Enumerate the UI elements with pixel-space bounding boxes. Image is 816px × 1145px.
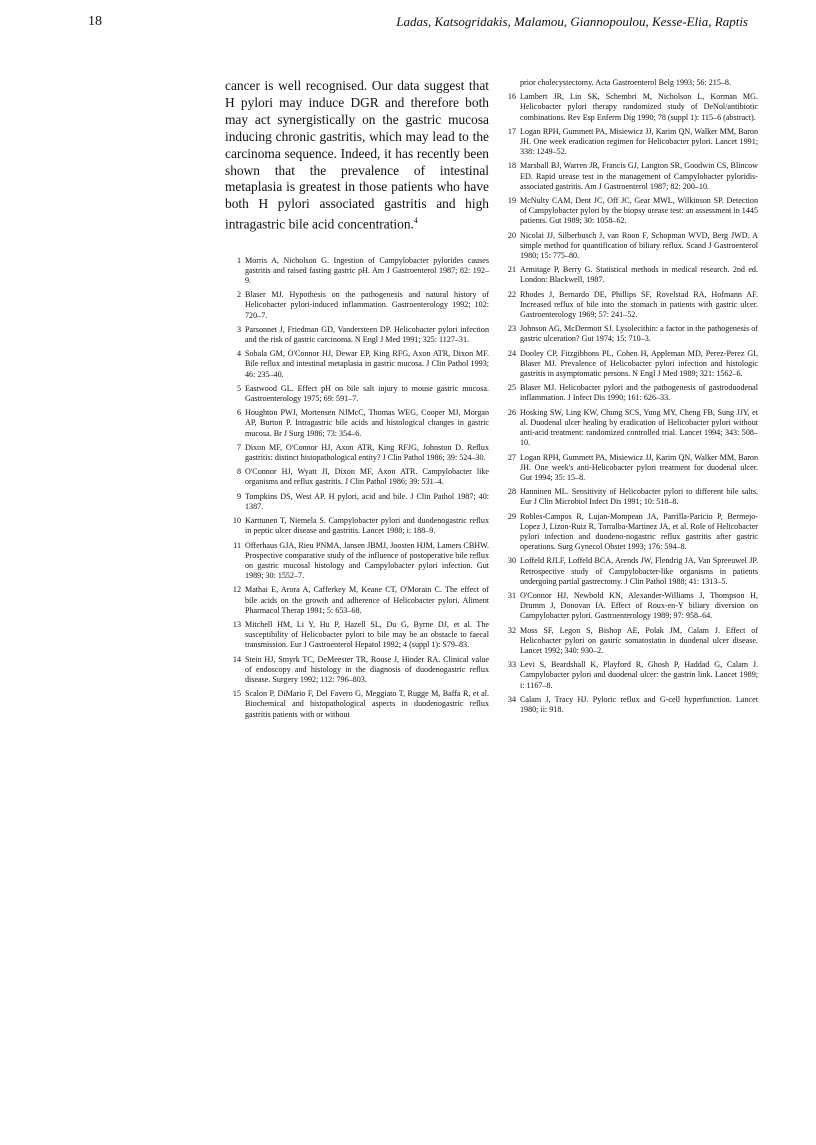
- reference-number: 7: [236, 442, 241, 452]
- reference-text: Mathai E, Arora A, Cafferkey M, Keane CT, O'Morain C. The effect of bile acids on the growth and adherence of Helicobacter pylori. Aliment Pharmacol Therap 1991; 5: 653–68.: [245, 585, 489, 615]
- reference-item: [500, 556, 758, 587]
- reference-number: 31: [507, 590, 516, 600]
- reference-text: Loffeld RJLF, Loffeld BCA, Arends JW, Flendrig JA, Van Spreeuwel JP. Retrospective study of Campylobacter-like organisms in patients undergoing partial gastrectomy. J Clin Pathol 1988; 41: 1313–5.: [520, 556, 758, 586]
- reference-item: [225, 467, 489, 487]
- reference-number: 16: [507, 92, 516, 102]
- reference-number: 4: [236, 349, 241, 359]
- citation-superscript: 4: [413, 216, 418, 226]
- reference-text: Houghton PWJ, Mortensen NJMcC, Thomas WEG, Cooper MJ, Morgan AP, Burton P. Intragastric bile acids and histological changes in gastric mucosa. Br J Surg 1986; 73: 354–6.: [245, 408, 489, 438]
- reference-item: [225, 443, 489, 463]
- page-number: 18: [88, 14, 102, 29]
- reference-item: [225, 541, 489, 582]
- reference-text: O'Connor HJ, Newbold KN, Alexander-Williams J, Thompson H, Drumm J, Donovan IA. Effect of Roux-en-Y biliary diversion on Campylobacter pylori. Gastroenterology 1989; 97: 958–64.: [520, 590, 758, 621]
- reference-text: Dixon MF, O'Connor HJ, Axon ATR, King RFJG, Johnston D. Reflux gastritis: distinct histopathological entity? J Clin Pathol 1986; 39: 524–30.: [245, 442, 489, 463]
- reference-text: Logan RPH, Gummett PA, Misiewicz JJ, Karim QN, Walker MM, Baron JH. One week eradication regimen for Helicobacter pylori. Lancet 1991; 338: 1249–52.: [520, 126, 758, 157]
- body-paragraph: [225, 78, 489, 234]
- reference-item: [225, 492, 489, 512]
- reference-text: Karttunen T, Niemela S. Campylobacter pylori and duodenogastric reflux in peptic ulcer disease and gastritis. Lancet 1988; i: 188–9.: [245, 516, 489, 536]
- page-header: [88, 14, 748, 36]
- reference-continuation: prior cholecystectomy. Acta Gastroenterol Belg 1993; 56: 215–8.: [520, 78, 731, 87]
- reference-text: Blaser MJ. Hypothesis on the pathogenesis and natural history of Helicobacter pylori-induced inflammation. Gastroenterology 1992; 102: 720–7.: [245, 290, 489, 320]
- reference-item: [225, 349, 489, 380]
- reference-item: [225, 290, 489, 321]
- reference-number: 30: [507, 556, 516, 566]
- reference-text: Logan RPH, Gummett PA, Misiewicz JJ, Karim QN, Walker MM, Baron JH. One week's anti-Helicobacter pylori treatment for duodenal ulcer. Gut 1994; 35: 15–8.: [520, 452, 758, 482]
- reference-text: Offerhaus GJA, Rieu PNMA, Jansen JBMJ, Joosten HJM, Lamers CBHW. Prospective comparative study of the influence of postoperative bile reflux on gastric mucosal histology and Campylobacter pylori infection. Gut 1989; 30: 1552–7.: [245, 540, 489, 581]
- running-head: Ladas, Katsogridakis, Malamou, Giannopoulou, Kesse-Elia, Raptis: [396, 14, 748, 29]
- reference-text: Moss SF, Legon S, Bishop AE, Polak JM, Calam J. Effect of Helicobacter pylori on gastric somatostatin in duodenal ulcer disease. Lancet 1992; 340: 930–2.: [520, 625, 758, 655]
- reference-text: Calam J, Tracy HJ. Pyloric reflux and G-cell hyperfunction. Lancet 1980; ii: 918.: [520, 694, 758, 714]
- reference-list-left: [225, 256, 489, 720]
- reference-text: Nicolai JJ, Silberbusch J, van Roon F, Schopman WVD, Berg JWD. A simple method for quantification of biliary reflux. Scand J Gastroenterol 1980; 15: 775–80.: [520, 230, 758, 261]
- reference-number: 3: [236, 324, 241, 334]
- reference-item: [225, 516, 489, 536]
- reference-item: [500, 127, 758, 158]
- reference-number: 2: [236, 290, 241, 300]
- reference-number: 23: [507, 324, 516, 334]
- reference-number: 25: [507, 383, 516, 393]
- reference-text: Rhodes J, Bernardo DE, Phillips SF, Rovelstad RA, Hofmann AF. Increased reflux of bile into the stomach in patients with gastric ulcer. Gastroenterology 1969; 57: 241–52.: [520, 289, 758, 320]
- reference-number: 32: [507, 625, 516, 635]
- reference-text: Parsonnet J, Friedman GD, Vandersteen DP. Helicobacter pylori infection and the risk of gastric carcinoma. N Engl J Med 1991; 325: 1127–31.: [245, 324, 489, 345]
- reference-item: [500, 196, 758, 227]
- reference-item: [500, 487, 758, 507]
- right-column: [500, 78, 758, 719]
- reference-number: 19: [507, 196, 516, 206]
- reference-item: [500, 512, 758, 553]
- reference-item: [225, 689, 489, 720]
- reference-text: Armitage P, Berry G. Statistical methods in medical research. 2nd ed. London: Blackwell, 1987.: [520, 265, 758, 285]
- reference-text: O'Connor HJ, Wyatt JI, Dixon MF, Axon ATR. Campylobacter like organisms and reflux gastritis. J Clin Pathol 1986; 39: 531–4.: [245, 467, 489, 487]
- reference-item: [500, 626, 758, 657]
- reference-number: 14: [232, 654, 241, 664]
- reference-number: 20: [507, 230, 516, 240]
- reference-text: Tompkins DS, West AP. H pylori, acid and bile. J Clin Pathol 1987; 40: 1387.: [245, 491, 489, 511]
- reference-text: Dooley CP, Fitzgibbons PL, Cohen H, Appleman MD, Perez-Perez GI, Blaser MJ. Prevalence of Helicobacter pylori infection and histologic gastritis in asymptomatic persons. N Engl J Med 1989; 321: 1562–6.: [520, 348, 758, 379]
- reference-text: Scalon P, DiMario F, Del Favero G, Meggiato T, Rugge M, Baffa R, et al. Biochemical and histopathological aspects in duodenogastric reflux gastritis patients with or without: [245, 689, 489, 719]
- reference-number: 33: [507, 660, 516, 670]
- reference-number: 8: [236, 467, 241, 477]
- reference-number: 22: [507, 289, 516, 299]
- reference-item: [500, 290, 758, 321]
- reference-item: [500, 161, 758, 192]
- reference-text: Blaser MJ. Helicobacter pylori and the pathogenesis of gastroduodenal inflammation. J Infect Dis 1990; 161: 626–33.: [520, 383, 758, 403]
- reference-number: 28: [507, 487, 516, 497]
- reference-text: Mitchell HM, Li Y, Hu P, Hazell SL, Du G, Byrne DJ, et al. The susceptibility of Helicobacter pylori to bile may be an obstacle to faecal transmission. Eur J Gastroenterol Hepatol 1992; 4 (suppl 1): S79–83.: [245, 619, 489, 650]
- reference-number: 11: [233, 540, 241, 550]
- reference-item: [225, 256, 489, 287]
- reference-text: Marshall BJ, Warren JR, Francis GJ, Langton SR, Goodwin CS, Blincow ED. Rapid urease test in the management of Campylobacter pyloridis-associated gastritis. Am J Gastroenterol 1987; 82: 200–10.: [520, 161, 758, 191]
- reference-text: Morris A, Nicholson G. Ingestion of Campylobacter pylorides causes gastritis and raised fasting gastric pH. Am J Gastroenterol 1987; 82: 192–9.: [245, 255, 489, 286]
- reference-item: [225, 384, 489, 404]
- reference-item: [500, 265, 758, 285]
- reference-item: [500, 92, 758, 123]
- reference-item: [225, 620, 489, 651]
- reference-text: Stein HJ, Smyrk TC, DeMeester TR, Rouse J, Hinder RA. Clinical value of endoscopy and histology in the diagnosis of duodenogastric reflux disease. Surgery 1992; 112: 796–803.: [245, 654, 489, 684]
- reference-text: Johnson AG, McDermott SJ. Lysolecithin: a factor in the pathogenesis of gastric ulceration? Gut 1974; 15: 710–3.: [520, 324, 758, 344]
- reference-number: 6: [236, 408, 241, 418]
- reference-item: [225, 325, 489, 345]
- reference-item: [500, 383, 758, 403]
- reference-item: [225, 408, 489, 439]
- reference-number: 21: [507, 265, 516, 275]
- reference-item: [500, 324, 758, 344]
- reference-number: 15: [232, 689, 241, 699]
- reference-item: [500, 695, 758, 715]
- reference-text: Hanninen ML. Sensitivity of Helicobacter pylori to different bile salts. Eur J Clin Microbiol Infect Dis 1991; 10: 518–8.: [520, 487, 758, 507]
- reference-number: 27: [507, 452, 516, 462]
- reference-number: 18: [507, 161, 516, 171]
- reference-text: Levi S, Beardshall K, Playford R, Ghosh P, Haddad G, Calam J. Campylobacter pylori and duodenal ulcer: the gastrin link. Lancet 1989; i: 1167–8.: [520, 660, 758, 690]
- reference-item: [500, 453, 758, 484]
- reference-list-right: [500, 92, 758, 715]
- reference-number: 24: [507, 348, 516, 358]
- reference-item: [500, 408, 758, 449]
- reference-number: 29: [507, 511, 516, 521]
- reference-number: 12: [232, 585, 241, 595]
- reference-item: [500, 660, 758, 691]
- reference-number: 17: [507, 126, 516, 136]
- reference-text: Robles-Campos R, Lujan-Mompean JA, Parrilla-Paricio P, Bermejo-Lopez J, Lizon-Ruiz R, Torralba-Martinez JA, et al. Role of Helicobacter pylori infection and duodeno-nogastric reflux gastritis after gastric operations. Surg Gynecol Obstet 1993; 176: 594–8.: [520, 511, 758, 552]
- reference-item: [225, 655, 489, 686]
- reference-number: 9: [236, 491, 241, 501]
- reference-number: 34: [507, 694, 516, 704]
- reference-number: 1: [236, 255, 241, 265]
- reference-number: 26: [507, 407, 516, 417]
- reference-item: [500, 591, 758, 622]
- reference-text: Hosking SW, Ling KW, Chung SCS, Yung MY, Cheng FB, Sung JJY, et al. Duodenal ulcer healing by eradication of Helicobacter pylori without anti-acid treatment: randomized controlled trial. Lancet 1994; 343: 508–10.: [520, 407, 758, 448]
- reference-text: McNulty CAM, Dent JC, Off JC, Gear MWL, Wilkinson SP. Detection of Campylobacter pylori by the biopsy urease test: an assessment in 1445 patients. Gut 1989; 30: 1058–62.: [520, 196, 758, 226]
- reference-item: [225, 585, 489, 616]
- reference-text: Sobala GM, O'Connor HJ, Dewar EP, King RFG, Axon ATR, Dixon MF. Bile reflux and intestinal metaplasia in gastric mucosa. J Clin Pathol 1993; 46: 235–40.: [245, 349, 489, 379]
- reference-item: [500, 349, 758, 380]
- reference-number: 5: [236, 383, 241, 393]
- paragraph-text: cancer is well recognised. Our data suggest that H pylori may induce DGR and therefore both may act synergistically on the gastric mucosa inducing chronic gastritis, which may lead to the carcinoma sequence. Indeed, it has recently been shown that the prevalence of intestinal metaplasia is greatest in those patients who have both H pylori associated gastritis and high intragastric bile acid concentration.: [225, 78, 489, 232]
- reference-text: Lambert JR, Lin SK, Schembri M, Nicholson L, Korman MG. Helicobacter pylori therapy randomized study of DeNol/antibiotic combinations. Rev Esp Enferm Dig 1990; 78 (suppl 1): 115–6 (abstract).: [520, 92, 758, 122]
- reference-number: 13: [232, 619, 241, 629]
- reference-number: 10: [232, 516, 241, 526]
- reference-text: Eastwood GL. Effect pH on bile salt injury to mouse gastric mucosa. Gastroenterology 1975; 69: 591–7.: [245, 383, 489, 404]
- left-column: [225, 78, 489, 724]
- reference-item: [500, 231, 758, 262]
